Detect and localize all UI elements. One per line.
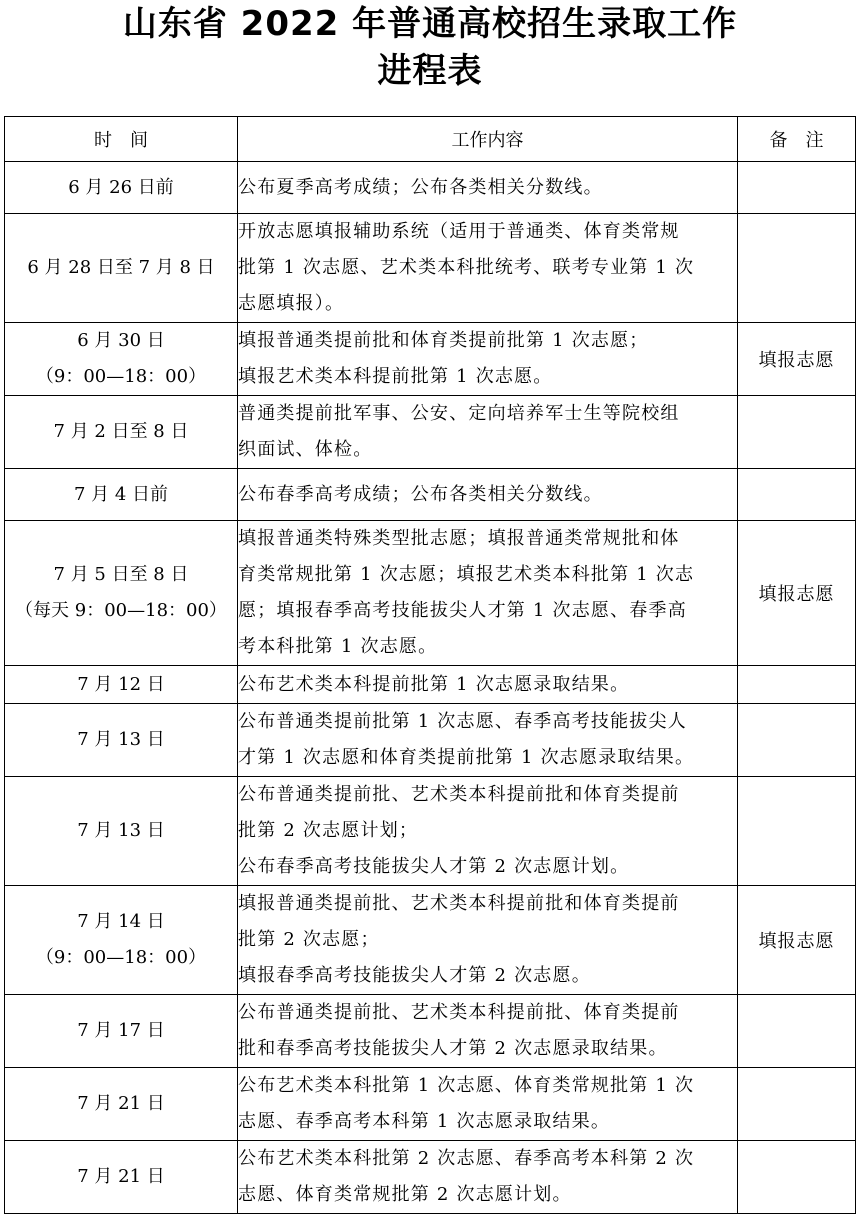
time-cell	[5, 886, 238, 995]
note-cell	[738, 1068, 856, 1141]
note-cell	[738, 162, 856, 214]
time-text: 7 月 14 日	[77, 911, 165, 932]
note-cell	[738, 1141, 856, 1214]
title-line-2: 进程表	[377, 51, 483, 91]
content-text: 批第 2 次志愿计划；	[238, 820, 419, 841]
content-text: 普通类提前批军事、公安、定向培养军士生等院校组	[238, 403, 680, 424]
note-cell: 填报志愿	[738, 323, 856, 396]
content-text: 公布普通类提前批、艺术类本科提前批、体育类提前	[238, 1002, 680, 1023]
note-cell: 填报志愿	[738, 886, 856, 995]
note-cell	[738, 469, 856, 521]
note-cell	[738, 396, 856, 469]
table-row	[5, 162, 856, 214]
time-text: （9：00—18：00）	[35, 947, 207, 968]
table-row	[5, 995, 856, 1068]
content-text: 批和春季高考技能拔尖人才第 2 次志愿录取结果。	[238, 1038, 668, 1059]
header-note: 备 注	[738, 117, 856, 162]
content-text: 公布夏季高考成绩；公布各类相关分数线。	[238, 176, 603, 198]
time-text: 6 月 26 日前	[68, 176, 174, 198]
time-text: 7 月 17 日	[77, 1020, 165, 1041]
content-cell	[238, 886, 738, 995]
content-text: 公布春季高考技能拔尖人才第 2 次志愿计划。	[238, 856, 630, 877]
time-text: 7 月 2 日至 8 日	[53, 421, 189, 442]
document-title	[0, 0, 860, 95]
content-text: 批第 2 次志愿；	[238, 929, 380, 950]
table-row	[5, 469, 856, 521]
header-row	[5, 117, 856, 162]
time-text: 6 月 28 日至 7 月 8 日	[27, 257, 215, 278]
content-text: 开放志愿填报辅助系统（适用于普通类、体育类常规	[238, 221, 680, 242]
content-cell	[238, 323, 738, 396]
content-text: 公布艺术类本科提前批第 1 次志愿录取结果。	[238, 673, 630, 695]
content-text: 织面试、体检。	[238, 439, 373, 460]
table-row	[5, 886, 856, 995]
table-row	[5, 323, 856, 396]
note-cell: 填报志愿	[738, 521, 856, 666]
table-row	[5, 214, 856, 323]
time-text: 7 月 5 日至 8 日	[53, 564, 189, 585]
time-cell	[5, 1068, 238, 1141]
note-cell	[738, 704, 856, 777]
content-cell	[238, 1141, 738, 1214]
time-text: 7 月 21 日	[77, 1093, 165, 1114]
content-text: 公布艺术类本科批第 1 次志愿、体育类常规批第 1 次	[238, 1075, 695, 1096]
title-line-1: 山东省 2022 年普通高校招生录取工作	[122, 4, 738, 44]
time-cell	[5, 777, 238, 886]
time-text: 7 月 4 日前	[73, 483, 169, 505]
content-text: 填报春季高考技能拔尖人才第 2 次志愿。	[238, 965, 591, 986]
content-text: 公布艺术类本科批第 2 次志愿、春季高考本科第 2 次	[238, 1148, 695, 1169]
content-cell	[238, 162, 738, 214]
time-text: 7 月 12 日	[77, 673, 165, 695]
table-row	[5, 1141, 856, 1214]
content-text: 填报普通类特殊类型批志愿；填报普通类常规批和体	[238, 528, 680, 549]
table-row	[5, 1068, 856, 1141]
time-text: （9：00—18：00）	[35, 366, 207, 387]
content-text: 填报艺术类本科提前批第 1 次志愿。	[238, 366, 553, 387]
content-text: 志愿填报）。	[238, 293, 345, 314]
content-text: 志愿、春季高考本科第 1 次志愿录取结果。	[238, 1111, 611, 1132]
table-row	[5, 704, 856, 777]
table-row	[5, 521, 856, 666]
content-text: 育类常规批第 1 次志愿；填报艺术类本科批第 1 次志	[238, 564, 695, 585]
content-text: 才第 1 次志愿和体育类提前批第 1 次志愿录取结果。	[238, 747, 695, 768]
content-text: 公布普通类提前批、艺术类本科提前批和体育类提前	[238, 784, 680, 805]
time-cell	[5, 323, 238, 396]
note-cell	[738, 995, 856, 1068]
note-cell	[738, 777, 856, 886]
time-cell	[5, 469, 238, 521]
content-text: 批第 1 次志愿、艺术类本科批统考、联考专业第 1 次	[238, 257, 695, 278]
time-cell	[5, 162, 238, 214]
content-cell	[238, 469, 738, 521]
table-row	[5, 666, 856, 704]
time-text: 6 月 30 日	[77, 330, 165, 351]
content-cell	[238, 666, 738, 704]
content-text: 填报普通类提前批、艺术类本科提前批和体育类提前	[238, 893, 680, 914]
time-text: 7 月 21 日	[77, 1166, 165, 1187]
schedule-table	[4, 116, 856, 1214]
time-cell	[5, 396, 238, 469]
time-cell	[5, 666, 238, 704]
table-row	[5, 396, 856, 469]
table-row	[5, 777, 856, 886]
content-text: 志愿、体育类常规批第 2 次志愿计划。	[238, 1184, 572, 1205]
time-text: 7 月 13 日	[77, 820, 165, 841]
content-text: 公布春季高考成绩；公布各类相关分数线。	[238, 483, 603, 505]
content-cell	[238, 995, 738, 1068]
header-time: 时 间	[5, 117, 238, 162]
content-cell	[238, 1068, 738, 1141]
content-text: 愿；填报春季高考技能拔尖人才第 1 次志愿、春季高	[238, 600, 687, 621]
time-cell	[5, 214, 238, 323]
content-cell	[238, 704, 738, 777]
time-text: （每天 9：00—18：00）	[15, 600, 227, 621]
time-cell	[5, 995, 238, 1068]
time-cell	[5, 521, 238, 666]
note-cell	[738, 214, 856, 323]
content-cell	[238, 214, 738, 323]
content-text: 公布普通类提前批第 1 次志愿、春季高考技能拔尖人	[238, 711, 687, 732]
time-cell	[5, 1141, 238, 1214]
note-cell	[738, 666, 856, 704]
schedule-body	[5, 162, 856, 1214]
content-cell	[238, 396, 738, 469]
time-cell	[5, 704, 238, 777]
content-cell	[238, 521, 738, 666]
header-content: 工作内容	[238, 117, 738, 162]
content-cell	[238, 777, 738, 886]
content-text: 考本科批第 1 次志愿。	[238, 636, 438, 657]
content-text: 填报普通类提前批和体育类提前批第 1 次志愿；	[238, 330, 649, 351]
time-text: 7 月 13 日	[77, 729, 165, 750]
